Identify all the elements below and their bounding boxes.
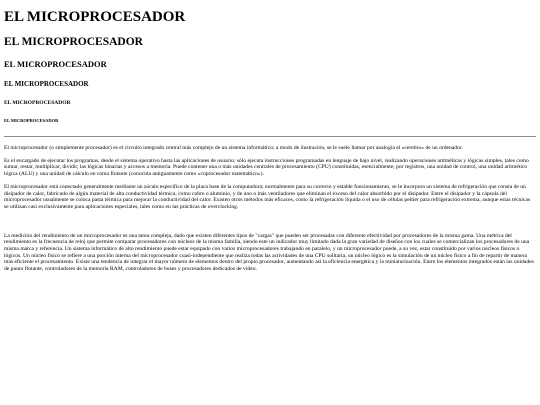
paragraph-function: Es el encargado de ejecutar los programas, desde el sistema operativo hasta las aplicaciones de usuario; sólo ejecuta instrucciones programadas en lenguaje de bajo nivel, realizando operaciones aritméticas y lógicas simples, tales como sumar, restar, multiplicar, dividir, las lógicas binarias y accesos a memoria. Puede contener una o más unidades centrales de procesamiento (CPU) constituidas, esencialmente, por registros, una unidad de control, una unidad aritmético lógica (ALU) y una unidad de cálculo en coma flotante (conocida antiguamente como «coprocesador matemático»). [4, 157, 529, 178]
paragraph-performance: La medición del rendimiento de un microprocesador es una tarea compleja, dado que existen diferentes tipos de "cargas" que pueden ser procesadas con diferente efectividad por procesadores de la misma gama. Una métrica del rendimiento es la frecuencia de reloj que permite comparar procesadores con núcleos de la misma familia, siendo este un indicador muy limitado dada la gran variedad de diseños con los cuales se comercializan los procesadores de una misma marca y referencia. Un sistema informático de alto rendimiento puede estar equipado con varios microprocesadores trabajando en paralelo, y un microprocesador puede, a su vez, estar constituido por varios núcleos físicos o lógicos. Un núcleo físico se refiere a una porción interna del microprocesador cuasi-independiente que realiza todas las actividades de una CPU solitaria, un núcleo lógico es la simulación de un núcleo físico a fin de repartir de manera más eficiente el procesamiento. Existe una tendencia de integrar el mayor número de elementos dentro del propio procesador, aumentando así la eficiencia energética y la miniaturización. Entre los elementos integrados están las unidades de punto flotante, controladores de la memoria RAM, controladores de buses y procesadores dedicados de video. [4, 232, 534, 273]
heading-level-3: EL MICROPROCESADOR [4, 59, 107, 69]
heading-level-5: EL MICROPROCESADOR [4, 100, 71, 106]
heading-level-1: EL MICROPROCESADOR [4, 9, 186, 25]
heading-level-2: EL MICROPROCESADOR [4, 36, 143, 48]
heading-level-6: EL MICROPROCESADOR [4, 118, 59, 123]
paragraph-intro: El microprocesador (o simplemente procesador) es el circuito integrado central más complejo de un sistema informático; a modo de ilustración, se le suele llamar por analogía el «cerebro» de un ordenador. [4, 145, 463, 151]
horizontal-divider [4, 136, 536, 137]
heading-level-4: EL MICROPROCESADOR [4, 80, 89, 88]
paragraph-cooling: El microprocesador está conectado generalmente mediante un zócalo específico de la placa base de la computadora; normalmente para su correcto y estable funcionamiento, se le incorpora un sistema de refrigeración que consta de un disipador de calor, fabricado de algún material de alta conductividad térmica, como cobre o aluminio, y de uno o más ventiladores que eliminan el exceso del calor absorbido por el disipador. Entre el disipador y la cápsula del microprocesador usualmente se coloca pasta térmica para mejorar la conductividad del calor. Existen otros métodos más eficaces, como la refrigeración líquida o el uso de células peltier para refrigeración extrema, aunque estas técnicas se utilizan casi exclusivamente para aplicaciones especiales, tales como en las prácticas de overclocking. [4, 183, 531, 210]
